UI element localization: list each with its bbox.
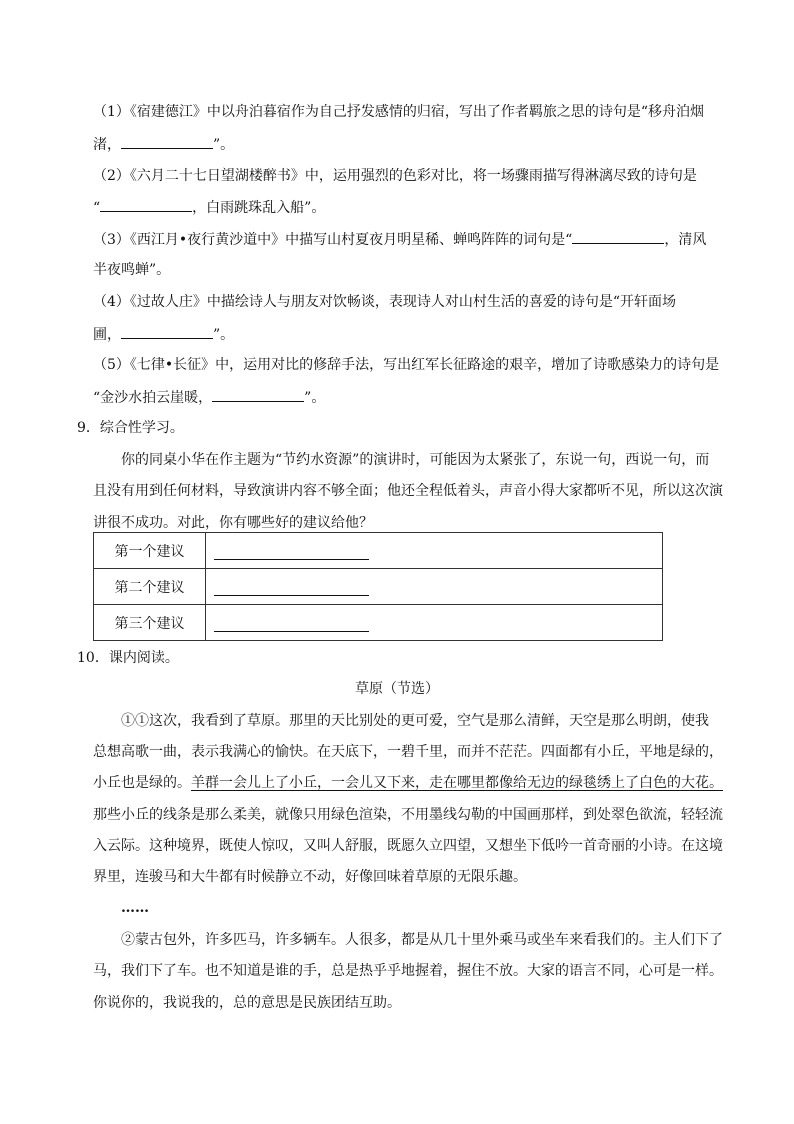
q8-item3-line1: [93, 229, 706, 250]
table-row: [94, 569, 663, 605]
q8-item2-line2: [93, 197, 325, 218]
passage-p1-line5: 入云际。这种境界，既使人惊叹，又叫人舒服，既愿久立四望，又想坐下低吟一首奇丽的小诗。在这境: [93, 838, 723, 854]
q9-heading: 9．综合性学习。: [77, 420, 184, 436]
q8-item4-prefix: 圃，: [93, 327, 121, 343]
answer-blank-3[interactable]: [572, 229, 664, 244]
q8-item4-suffix: ”。: [213, 327, 235, 343]
q8-item1-prefix: 渚，: [93, 137, 121, 153]
passage-p1-line6: 界里，连骏马和大牛都有时候静立不动，好像回味着草原的无限乐趣。: [93, 869, 527, 885]
q8-item2-line1: （2）《六月二十七日望湖楼醉书》中，运用强烈的色彩对比，将一场骤雨描写得淋漓尽致的诗句是: [93, 168, 697, 184]
answer-blank-5[interactable]: [212, 387, 304, 402]
passage-p1-line3-plain: 小丘也是绿的。: [93, 775, 191, 791]
passage-p1-line1: ①①这次，我看到了草原。那里的天比别处的更可爱，空气是那么清鲜，天空是那么明朗，使我: [121, 713, 709, 729]
q8-item5-line1: （5）《七律•长征》中，运用对比的修辞手法，写出红军长征路途的艰辛，增加了诗歌感染力的诗句是: [93, 357, 720, 373]
suggestion-answer-line-1[interactable]: [214, 541, 369, 560]
q8-item5-prefix: “金沙水拍云崖暖，: [93, 390, 213, 406]
q8-item3-suffix: ，清风: [664, 232, 707, 248]
suggestion-answer-cell-1[interactable]: [206, 533, 663, 569]
table-row: [94, 605, 663, 641]
q10-heading: 10．课内阅读。: [77, 650, 179, 666]
suggestion-answer-line-3[interactable]: [214, 613, 369, 632]
q8-item1-line2: [93, 134, 234, 155]
suggestion-label-2: 第二个建议: [94, 569, 206, 605]
suggestion-table: [93, 532, 663, 641]
q8-item3-line2: 半夜鸣蝉”。: [93, 262, 171, 278]
answer-blank-2[interactable]: [100, 197, 192, 212]
q8-item2-prefix: “: [93, 200, 101, 216]
q9-paragraph-line1: 你的同桌小华在作主题为“节约水资源”的演讲时，可能因为太紧张了，东说一句，西说一句，而: [121, 452, 710, 468]
passage-ellipsis: ……: [121, 900, 149, 916]
passage-p1-line2: 总想高歌一曲，表示我满心的愉快。在天底下，一碧千里，而并不茫茫。四面都有小丘，平地是绿的，: [93, 744, 723, 760]
passage-p1-line3: [93, 773, 723, 793]
q8-item5-suffix: ”。: [304, 390, 326, 406]
q8-item3-prefix: （3）《西江月•夜行黄沙道中》中描写山村夏夜月明星稀、蝉鸣阵阵的词句是“: [93, 232, 573, 248]
underlined-sentence: 羊群一会儿上了小丘，一会儿又下来，走在哪里都像给无边的绿毯绣上了白色的大花。: [191, 775, 723, 791]
passage-p1-line4: 那些小丘的线条是那么柔美，就像只用绿色渲染，不用墨线勾勒的中国画那样，到处翠色欲流，轻轻流: [93, 807, 723, 823]
suggestion-answer-cell-3[interactable]: [206, 605, 663, 641]
q9-paragraph-line3: 讲很不成功。对此，你有哪些好的建议给他？: [93, 515, 373, 531]
q8-item4-line2: [93, 324, 234, 345]
suggestion-label-1: 第一个建议: [94, 533, 206, 569]
q8-item1-suffix: ”。: [213, 137, 235, 153]
passage-p2-line3: 你说你的，我说我的，总的意思是民族团结互助。: [93, 995, 401, 1011]
suggestion-answer-line-2[interactable]: [214, 577, 369, 596]
passage-title: 草原（节选）: [355, 681, 439, 697]
suggestion-answer-cell-2[interactable]: [206, 569, 663, 605]
q9-paragraph-line2: 且没有用到任何材料，导致演讲内容不够全面；他还全程低着头，声音小得大家都听不见，所以这次演: [93, 483, 723, 499]
passage-p2-line2: 马，我们下了车。也不知道是谁的手，总是热乎乎地握着，握住不放。大家的语言不同，心可是一样。: [93, 963, 723, 979]
q8-item4-line1: （4）《过故人庄》中描绘诗人与朋友对饮畅谈，表现诗人对山村生活的喜爱的诗句是“开轩面场: [93, 294, 677, 310]
q8-item2-suffix: ，白雨跳珠乱入船”。: [192, 200, 326, 216]
passage-p2-line1: ②蒙古包外，许多匹马，许多辆车。人很多，都是从几十里外乘马或坐车来看我们的。主人们下了: [121, 932, 723, 948]
answer-blank-1[interactable]: [121, 134, 213, 149]
answer-blank-4[interactable]: [121, 324, 213, 339]
table-row: [94, 533, 663, 569]
q8-item1-line1: （1）《宿建德江》中以舟泊暮宿作为自己抒发感情的归宿，写出了作者羁旅之思的诗句是“移舟泊烟: [93, 104, 705, 120]
suggestion-label-3: 第三个建议: [94, 605, 206, 641]
q8-item5-line2: [93, 387, 325, 408]
